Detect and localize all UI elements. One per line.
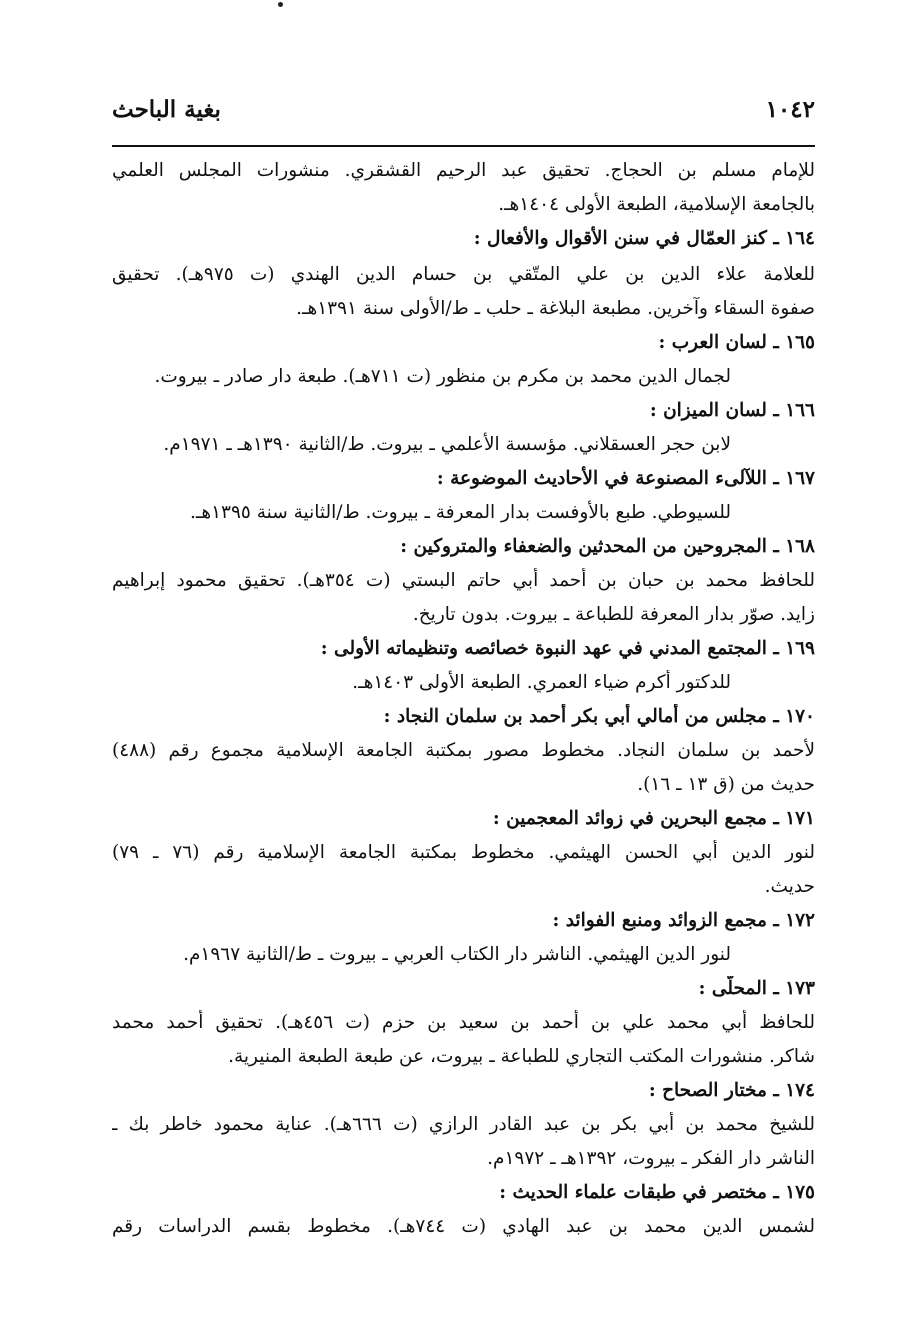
entry-heading: ١٧٢ ـ مجمع الزوائد ومنبع الفوائد : — [552, 910, 815, 931]
entry-text-line: لنور الدين الهيثمي. الناشر دار الكتاب العربي ـ بيروت ـ ط/الثانية ١٩٦٧م. — [183, 944, 731, 965]
entry-text-line: شاكر. منشورات المكتب التجاري للطباعة ـ بيروت، عن طبعة الطبعة المنيرية. — [228, 1046, 815, 1067]
entry-heading: ١٦٨ ـ المجروحين من المحدثين والضعفاء والمتروكين : — [400, 536, 815, 557]
entry-heading: ١٦٤ ـ كنز العمّال في سنن الأقوال والأفعال : — [473, 228, 815, 249]
entry-heading: ١٧٣ ـ المحلّى : — [698, 978, 815, 999]
entry-heading: ١٦٥ ـ لسان العرب : — [658, 332, 815, 353]
entry-text-line: للدكتور أكرم ضياء العمري. الطبعة الأولى ١٤٠٣هـ. — [352, 672, 731, 693]
entry-heading: ١٧٠ ـ مجلس من أمالي أبي بكر أحمد بن سلمان النجاد : — [383, 706, 815, 727]
header-rule — [112, 145, 815, 147]
entry-text-line: لابن حجر العسقلاني. مؤسسة الأعلمي ـ بيروت. ط/الثانية ١٣٩٠هـ ـ ١٩٧١م. — [163, 434, 731, 455]
page-header — [112, 96, 815, 136]
entry-text-line: حديث. — [764, 876, 815, 897]
entry-text-line: للحافظ أبي محمد علي بن أحمد بن سعيد بن حزم (ت ٤٥٦هـ). تحقيق أحمد محمد — [112, 1012, 815, 1033]
entry-text-line: للشيخ محمد بن أبي بكر بن عبد القادر الرازي (ت ٦٦٦هـ). عناية محمود خاطر بك ـ — [112, 1114, 815, 1135]
entry-text-line: لأحمد بن سلمان النجاد. مخطوط مصور بمكتبة الجامعة الإسلامية مجموع رقم (٤٨٨) — [112, 740, 815, 761]
running-title: بغية الباحث — [112, 96, 221, 123]
entry-text-line: زايد. صوّر بدار المعرفة للطباعة ـ بيروت. بدون تاريخ. — [412, 604, 815, 625]
scan-speck — [278, 2, 283, 7]
entry-text-line: للإمام مسلم بن الحجاج. تحقيق عبد الرحيم القشقري. منشورات المجلس العلمي — [112, 160, 815, 181]
entry-text-line: حديث من (ق ١٣ ـ ١٦). — [637, 774, 815, 795]
entry-heading: ١٧٥ ـ مختصر في طبقات علماء الحديث : — [499, 1182, 815, 1203]
entry-text-line: للحافظ محمد بن حبان بن أحمد أبي حاتم البستي (ت ٣٥٤هـ). تحقيق محمود إبراهيم — [112, 570, 815, 591]
entry-text-line: للعلامة علاء الدين بن علي المتّقي بن حسام الدين الهندي (ت ٩٧٥هـ). تحقيق — [112, 264, 815, 285]
entry-text-line: لشمس الدين محمد بن عبد الهادي (ت ٧٤٤هـ). مخطوط بقسم الدراسات رقم — [112, 1216, 815, 1237]
entry-text-line: لجمال الدين محمد بن مكرم بن منظور (ت ٧١١هـ). طبعة دار صادر ـ بيروت. — [154, 366, 731, 387]
entry-text-line: بالجامعة الإسلامية، الطبعة الأولى ١٤٠٤هـ. — [498, 194, 815, 215]
entry-text-line: لنور الدين أبي الحسن الهيثمي. مخطوط بمكتبة الجامعة الإسلامية رقم (٧٦ ـ ٧٩) — [112, 842, 815, 863]
entry-text-line: الناشر دار الفكر ـ بيروت، ١٣٩٢هـ ـ ١٩٧٢م. — [487, 1148, 815, 1169]
entry-text-line: للسيوطي. طبع بالأوفست بدار المعرفة ـ بيروت. ط/الثانية سنة ١٣٩٥هـ. — [190, 502, 731, 523]
entry-heading: ١٦٦ ـ لسان الميزان : — [649, 400, 815, 421]
entry-text-line: صفوة السقاء وآخرين. مطبعة البلاغة ـ حلب ـ ط/الأولى سنة ١٣٩١هـ. — [296, 298, 815, 319]
entry-heading: ١٦٧ ـ اللآلىء المصنوعة في الأحاديث الموضوعة : — [436, 468, 815, 489]
entry-heading: ١٧١ ـ مجمع البحرين في زوائد المعجمين : — [492, 808, 815, 829]
entry-heading: ١٧٤ ـ مختار الصحاح : — [648, 1080, 815, 1101]
page-number: ١٠٤٢ — [765, 96, 815, 123]
entry-heading: ١٦٩ ـ المجتمع المدني في عهد النبوة خصائصه وتنظيماته الأولى : — [320, 638, 815, 659]
